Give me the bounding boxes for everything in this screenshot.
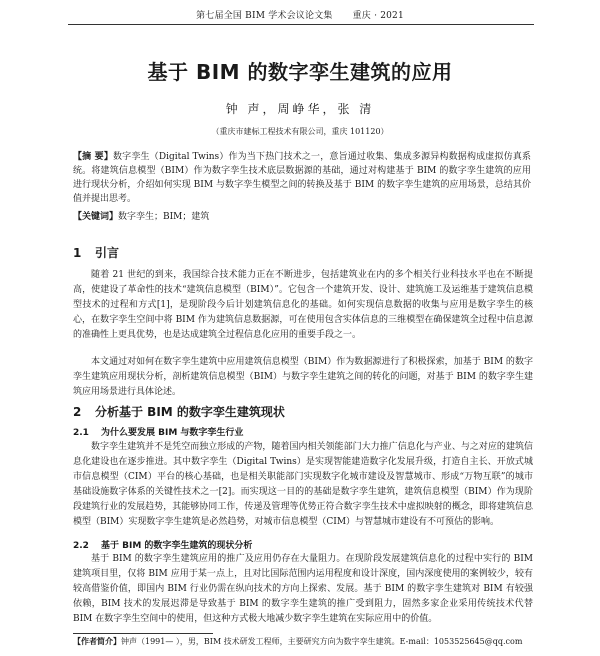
section-1-paragraph-2: 本文通过对如何在数字孪生建筑中应用建筑信息模型（BIM）作为数据源进行了积极探索，加基于 BIM 的数字孪生建筑应用现状分析，剖析建筑信息模型（BIM）与数字孪生建筑之间的转化的问题，对基于 BIM 的数字孪生建筑应用场景进行具体论述。 — [73, 357, 533, 397]
paper-title: 基于 BIM 的数字孪生建筑的应用 — [147, 60, 453, 84]
affiliation: （重庆市建标工程技术有限公司，重庆 101120） — [211, 127, 389, 136]
header-rule — [68, 24, 534, 25]
section-1-number: 1 — [73, 246, 82, 260]
subsection-2-1-title: 为什么要发展 BIM 与数字孪生行业 — [101, 428, 244, 438]
abstract-text: 数字孪生（Digital Twins）作为当下热门技术之一，意旨通过收集、集成多源异构数据构成虚拟仿真系统。将建筑信息模型（BIM）作为数字孪生技术底层数据源的基础，通过对构建基于 BIM 的数字孪生建筑的应用进行现状分析，介绍如何实现 BIM 与数字孪生模型之间的转换及基于 BIM 的数字孪生建筑的应用场景，总结其价值并提出思考。 — [73, 152, 531, 204]
footnote-rule — [73, 633, 213, 634]
subsection-2-2-number: 2.2 — [73, 541, 89, 551]
subsection-2-2-title: 基于 BIM 的数字孪生建筑的现状分析 — [101, 541, 253, 551]
section-2-heading — [73, 403, 285, 420]
subsection-2-1-paragraph: 数字孪生建筑并不是凭空而独立形成的产物，随着国内相关领能部门大力推广信息化与产业、与之对应的建筑信息化建设也在逐步推进。其中数字孪生（Digital Twins）是实现智能建造数字化发展升级，打造自主长、开放式城市信息模型（CIM）平台的核心基础，也是相关职能部门实现数字化城市建设及智慧城市、形成“万物互联”的城市基础设施数字体系的关键性技术之一[2]。而实现这一目的的基础是数字孪生建筑，建筑信息模型（BIM）作为现阶段建筑行业的发展趋势，其能够协同工作，传递及管理等优势正符合数字孪生技术中虚拟映射的概念，即将建筑信息模型（BIM）实现数字孪生建筑是必然趋势，对城市信息模型（CIM）与智慧城市建设有不可预估的影响。 — [73, 442, 533, 527]
keywords — [73, 210, 531, 224]
keywords-text: 数字孪生；BIM；建筑 — [118, 212, 210, 222]
conference-name: 第七届全国 BIM 学术会议论文集 — [196, 11, 333, 21]
section-1-heading — [73, 244, 119, 261]
section-2-number: 2 — [73, 405, 82, 419]
section-2-title: 分析基于 BIM 的数字孪生建筑现状 — [95, 405, 285, 419]
subsection-2-2-heading — [73, 538, 252, 551]
author-footnote — [73, 636, 533, 647]
subsection-2-1-number: 2.1 — [73, 428, 89, 438]
keywords-label: 【关键词】 — [73, 212, 119, 222]
subsection-2-2-paragraph: 基于 BIM 的数字孪生建筑应用的推广及应用仍存在大量阻力。在现阶段发展建筑信息化的过程中实行的 BIM 建筑项目里，仅将 BIM 应用于某一点上，且对比国际范围内运用程度和设计深度，国内深度使用的案例较少，较有较高借鉴价值，即国内 BIM 行业仍需在纵向技术的方向上探索、发展。基于 BIM 的数字孪生建筑对 BIM 有较强依赖，BIM 技术的发展迟滞是导致基于 BIM 的数字孪生建筑的推广受到阻力，固然多家企业采用传统技术代替 BIM 在数字孪生空间中的使用，但这种方式极大地减少数字孪生建筑在实际应用中的价值。 — [73, 554, 533, 624]
section-1-paragraph-1: 随着 21 世纪的到来，我国综合技术能力正在不断进步，包括建筑业在内的多个相关行业科技水平也在不断提高，使建设了革命性的技术“建筑信息模型（BIM）”。它包含一个建筑开发、设计、建筑施工及运维基于建筑信息模型技术的过程和方式[1]，是现阶段今后计划建筑信息化的基础。如何实现信息数据的收集与应用是数字孪生的核心，在数字孪生空间中将 BIM 作为建筑信息数据源，可在使用包含实体信息的三维模型在确保建筑全过程中信息源的准确性上更具优势，也是达成建筑全过程信息化应用的重要手段之一。 — [73, 270, 533, 340]
footnote-text: 钟声（1991— ），男，BIM 技术研发工程师，主要研究方向为数字孪生建筑。E-mail：1053525645@qq.com — [121, 637, 523, 646]
subsection-2-1-heading — [73, 425, 243, 438]
authors: 钟 声，周峥华，张 清 — [225, 102, 375, 116]
running-header — [0, 8, 600, 21]
footnote-label: 【作者简介】 — [73, 636, 121, 646]
section-1-title: 引言 — [95, 246, 120, 260]
abstract — [73, 150, 531, 206]
location-year: 重庆 · 2021 — [352, 11, 404, 21]
abstract-label: 【摘 要】 — [73, 152, 113, 162]
